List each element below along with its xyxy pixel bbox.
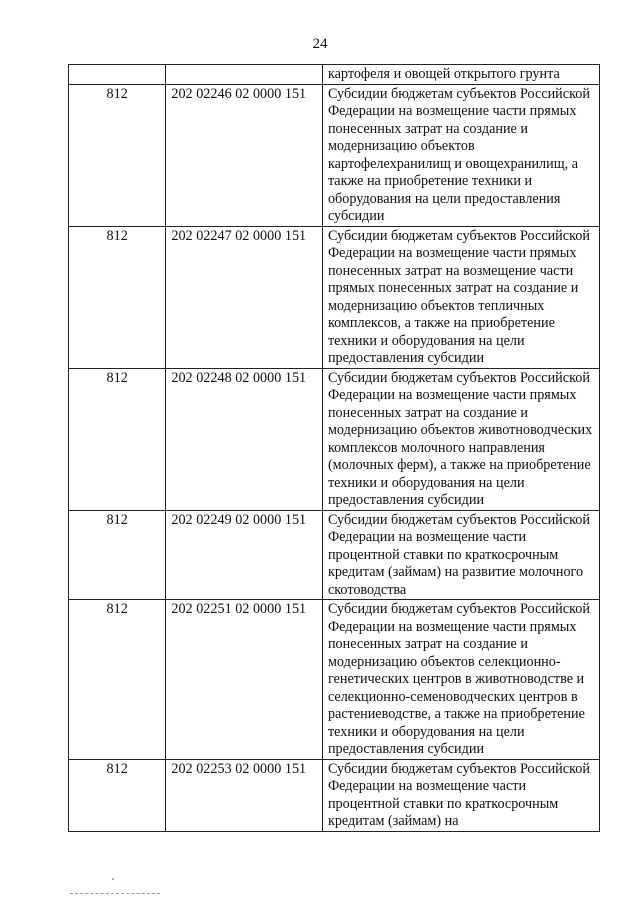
scan-artifact-dot [112,878,114,880]
description-cell: Субсидии бюджетам субъектов Российской Федерации на возмещение части процентной ставки по краткосрочным кредитам (займам) на [322,759,599,831]
kbk-code-cell: 202 02247 02 0000 151 [166,226,323,368]
description-cell: Субсидии бюджетам субъектов Российской Федерации на возмещение части прямых понесенных затрат на создание и модернизацию объектов животноводческих комплексов молочного направления (молочных ферм), а также на приобретение техники и оборудования на цели предоставления субсидии [322,368,599,510]
table-row [69,65,600,85]
admin-code-cell [69,65,166,85]
page-number: 24 [312,36,328,52]
table-row [69,368,600,510]
kbk-code-cell: 202 02248 02 0000 151 [166,368,323,510]
kbk-code-cell: 202 02251 02 0000 151 [166,600,323,760]
admin-code-cell: 812 [69,759,166,831]
kbk-code-cell [166,65,323,85]
admin-code-cell: 812 [69,600,166,760]
kbk-code-cell: 202 02253 02 0000 151 [166,759,323,831]
description-cell: Субсидии бюджетам субъектов Российской Федерации на возмещение части прямых понесенных затрат на возмещение части прямых понесенных затрат на создание и модернизацию объектов тепличных комплексов, а также на приобретение техники и оборудования на цели предоставления субсидии [322,226,599,368]
admin-code-cell: 812 [69,510,166,600]
table-row [69,510,600,600]
description-cell: Субсидии бюджетам субъектов Российской Федерации на возмещение части процентной ставки по краткосрочным кредитам (займам) на развитие молочного скотоводства [322,510,599,600]
description-cell: картофеля и овощей открытого грунта [322,65,599,85]
table-row [69,84,600,226]
admin-code-cell: 812 [69,84,166,226]
description-cell: Субсидии бюджетам субъектов Российской Федерации на возмещение части прямых понесенных затрат на создание и модернизацию объектов картофелехранилищ и овощехранилищ, а также на приобретение техники и оборудования на цели предоставления субсидии [322,84,599,226]
table-row [69,600,600,760]
table-row [69,759,600,831]
description-cell: Субсидии бюджетам субъектов Российской Федерации на возмещение части прямых понесенных затрат на создание и модернизацию объектов селекционно-генетических центров в животноводстве и селекционно-семеноводческих центров в растениеводстве, а также на приобретение техники и оборудования на цели предоставления субсидии [322,600,599,760]
table-row [69,226,600,368]
admin-code-cell: 812 [69,368,166,510]
kbk-code-cell: 202 02246 02 0000 151 [166,84,323,226]
budget-codes-table [68,64,600,832]
scan-artifact-line [70,893,160,897]
kbk-code-cell: 202 02249 02 0000 151 [166,510,323,600]
admin-code-cell: 812 [69,226,166,368]
